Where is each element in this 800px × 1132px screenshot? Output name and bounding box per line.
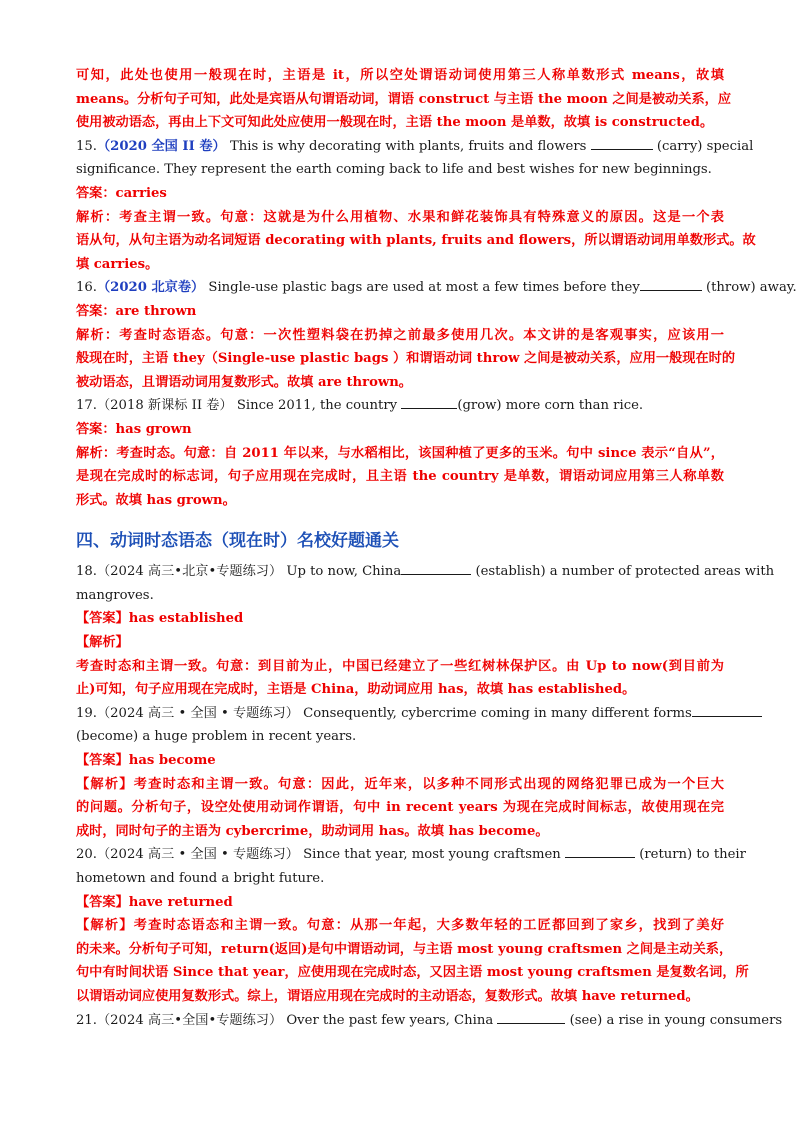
question-source: （2024 高三 • 全国 • 专题练习） [96,705,299,721]
question-number: 15. [76,138,97,154]
answer-line: 【答案】has established [76,611,244,627]
question-number: 20. [76,847,97,863]
analysis-line: 的未来。分析句子可知，return(返回)是句中谓语动词，与主语 most young craftsmen 之间是主动关系， [76,941,733,957]
answer-line: 【答案】has become [76,753,216,769]
analysis-line: 形式。故填 has grown。 [76,492,236,508]
question-text: (become) a huge problem in recent years. [76,729,357,745]
answer-blank [591,135,653,150]
question-number: 17. [76,398,97,414]
analysis-label: 【解析】 [76,635,129,651]
question-text: Single-use plastic bags are used at most a few times before they [208,280,640,296]
analysis-line: 解析：考查时态。句意：自 2011 年以来，与水稻相比，该国种植了更多的玉米。句中 since 表示“自从”， [76,445,724,461]
answer-blank [401,394,457,409]
question-18 [76,560,775,584]
answer-blank [565,843,635,858]
question-text: Up to now, China [286,564,402,580]
question-21 [76,1009,783,1033]
question-text: Since 2011, the country [236,398,398,414]
question-source: （2018 新课标 II 卷） [96,398,233,414]
question-20 [76,843,746,867]
question-text: (return) to their [639,847,746,863]
answer-line: 答案：carries [76,185,167,201]
answer-line: 答案：has grown [76,421,192,437]
question-number: 18. [76,564,97,580]
analysis-line: 解析：考查时态语态。句意：一次性塑料袋在扔掉之前最多使用几次。本文讲的是客观事实，应该用一 [76,327,724,343]
question-19 [76,702,724,726]
analysis-line: 的问题。分析句子，设空处使用动词作谓语，句中 in recent years 为现在完成时间标志，故使用现在完 [76,800,724,816]
question-text: Consequently, cybercrime coming in many different forms [303,705,692,721]
analysis-line: 【解析】考查时态语态和主谓一致。句意：从那一年起，大多数年轻的工匠都回到了家乡，找到了美好 [76,918,724,934]
analysis-line: 解析：考查主谓一致。句意：这就是为什么用植物、水果和鲜花装饰具有特殊意义的原因。这是一个表 [76,209,724,225]
answer-blank [497,1009,565,1024]
question-number: 21. [76,1012,97,1028]
answer-blank [692,702,762,717]
question-text: significance. They represent the earth coming back to life and best wishes for new beginnings. [76,162,712,178]
question-17 [76,394,724,418]
question-text: Over the past few years, China [286,1012,494,1028]
question-source: （2024 高三 • 全国 • 专题练习） [96,847,299,863]
analysis-line: 是现在完成时的标志词，句子应用现在完成时，且主语 the country 是单数，谓语动词应用第三人称单数 [76,469,724,485]
analysis-line: 般现在时，主语 they（Single-use plastic bags ）和谓语动词 throw 之间是被动关系，应用一般现在时的 [76,351,736,367]
question-text: (establish) a number of protected areas with [475,564,775,580]
analysis-line: 考查时态和主谓一致。句意：到目前为止，中国已经建立了一些红树林保护区。由 Up to now(到目前为 [76,658,724,674]
section-heading: 四、动词时态语态（现在时）名校好题通关 [76,531,399,552]
analysis-line: 使用被动语态，再由上下文可知此处应使用一般现在时，主语 the moon 是单数，故填 is constructed。 [76,115,714,131]
analysis-line: 止)可知，句子应用现在完成时，主语是 China，助动词应用 has，故填 has established。 [76,682,636,698]
analysis-line: 被动语态，且谓语动词用复数形式。故填 are thrown。 [76,374,412,390]
question-source: （2020 北京卷） [96,280,205,296]
question-text: This is why decorating with plants, fruits and flowers [229,138,587,154]
answer-line: 答案：are thrown [76,303,197,319]
question-text: (carry) special [656,138,754,154]
question-text: hometown and found a bright future. [76,871,325,886]
question-15 [76,135,754,159]
question-text: Since that year, most young craftsmen [303,847,561,863]
analysis-line: 填 carries。 [76,256,159,272]
question-number: 16. [76,280,97,296]
analysis-line: 语从句，从句主语为动名词短语 decorating with plants, fruits and flowers，所以谓语动词用单数形式。故 [76,233,756,249]
analysis-line: 【解析】考查时态和主谓一致。句意：因此，近年来，以多种不同形式出现的网络犯罪已成为一个巨大 [76,776,724,792]
analysis-line: 以谓语动词应使用复数形式。综上，谓语应用现在完成时的主动语态，复数形式。故填 have returned。 [76,988,699,1004]
question-source: （2020 全国 II 卷） [96,138,226,154]
analysis-line: means。分析句子可知，此处是宾语从句谓语动词，谓语 construct 与主语 the moon 之间是被动关系，应 [76,91,732,107]
answer-blank [640,276,702,291]
analysis-line: 句中有时间状语 Since that year，应使用现在完成时态，又因主语 most young craftsmen 是复数名词，所 [76,965,749,981]
answer-line: 【答案】have returned [76,894,233,910]
analysis-line: 成时，同时句子的主语为 cybercrime，助动词用 has。故填 has become。 [76,823,549,839]
question-text: mangroves. [76,587,154,603]
question-text: (throw) away. [705,280,797,296]
question-source: （2024 高三•北京•专题练习） [96,564,283,580]
analysis-line: 可知，此处也使用一般现在时，主语是 it，所以空处谓语动词使用第三人称单数形式 means，故填 [76,68,724,83]
answer-blank [401,560,471,575]
question-source: （2024 高三•全国•专题练习） [96,1012,283,1028]
question-number: 19. [76,705,97,721]
question-text: (grow) more corn than rice. [457,398,644,414]
question-16 [76,276,797,300]
question-text: (see) a rise in young consumers [569,1012,783,1028]
